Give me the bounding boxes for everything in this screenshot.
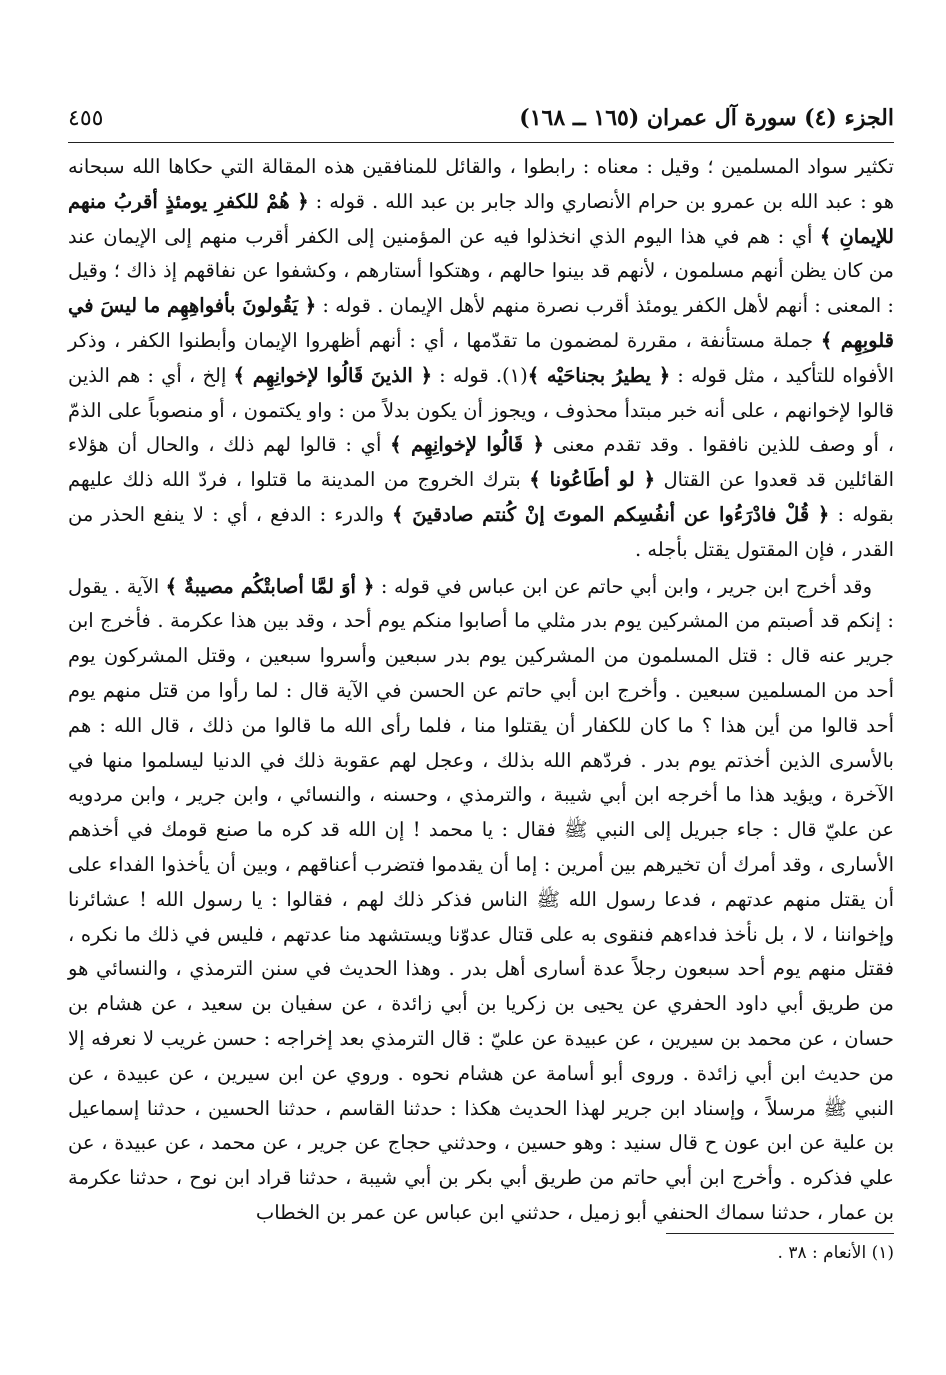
text-segment: بترك الخروج من المدينة ما قتلوا ، فردّ الله ذلك عليهم بقوله : xyxy=(68,468,894,526)
quran-verse: ﴿ يَقُولونَ بأفواهِهِم ما ليسَ في قلوبِهِم ﴾ xyxy=(68,294,894,352)
text-segment: الآية . يقول : إنكم قد أصبتم من المشركين يوم بدر مثلي ما أصابوا منكم يوم أحد ، وقد بين هذا عكرمة . فأخرج ابن جرير عنه قال : قتل المسلمون من المشركين يوم بدر سبعين وأسروا سبعين ، وقتل المشركون يوم أحد من المسلمين سبعين . وأخرج ابن أبي حاتم عن الحسن في الآية قال : لما رأوا من قتل منهم يوم أحد قالوا من أين هذا ؟ ما كان للكفار أن يقتلوا منا ، فلما رأى الله ما قالوا من ذلك ، قال الله : هم بالأسرى الذين أخذتم يوم بدر . فردّهم الله بذلك ، وعجل لهم عقوبة ذلك في الدنيا ليسلموا منها في الآخرة ، ويؤيد هذا ما أخرجه ابن أبي شيبة ، والترمذي ، وحسنه ، والنسائي ، وابن جرير ، وابن مردويه عن عليّ قال : جاء جبريل إلى النبي ﷺ فقال : يا محمد ! إن الله قد كره ما صنع قومك في أخذهم الأسارى ، وقد أمرك أن تخيرهم بين أمرين : إما أن يقدموا فتضرب أعناقهم ، وبين أن يأخذوا الفداء على أن يقتل منهم عدتهم ، فدعا رسول الله ﷺ الناس فذكر ذلك لهم ، فقالوا : يا رسول الله ! عشائرنا وإخواننا ، لا ، بل نأخذ فداءهم فنقوى به على قتال عدوّنا ويستشهد منا عدتهم ، فليس في ذلك ما نكره ، فقتل منهم يوم أحد سبعون رجلاً عدة أسارى أهل بدر . وهذا الحديث في سنن الترمذي ، والنسائي هو من طريق أبي داود الحفري عن يحيى بن زكريا بن أبي زائدة ، عن سفيان بن سعيد ، عن هشام بن حسان ، عن محمد بن سيرين ، عن عبيدة عن عليّ : قال الترمذي بعد إخراجه : حسن غريب لا نعرفه إلا من حديث ابن أبي زائدة . وروى أبو أسامة عن هشام نحوه . وروي عن ابن سيرين ، عن عبيدة ، عن النبي ﷺ مرسلاً ، وإسناد ابن جرير لهذا الحديث هكذا : حدثنا القاسم ، حدثنا الحسين ، حدثنا إسماعيل بن علية عن ابن عون ح قال سنيد : وهو حسين ، وحدثني حجاج عن جرير ، عن محمد ، عن عبيدة ، عن علي فذكره . وأخرج ابن أبي حاتم من طريق أبي بكر بن أبي شيبة ، حدثنا قراد ابن نوح ، حدثنا عكرمة بن عمار ، حدثنا سماك الحنفي أبو زميل ، حدثني ابن عباس عن عمر بن الخطاب xyxy=(68,574,895,1224)
text-segment: والدرء : الدفع ، أي : لا ينفع الحذر من القدر ، فإن المقتول يقتل بأجله . xyxy=(68,502,894,561)
text-segment: أي : قالوا لهم ذلك ، والحال أن هؤلاء القائلين قد قعدوا عن القتال xyxy=(68,433,894,492)
header-divider xyxy=(68,142,894,143)
quran-verse: ﴿ الذينَ قَالُوا لإخوانِهِم ﴾ xyxy=(233,363,432,387)
page-number: ٤٥٥ xyxy=(68,105,104,131)
text-segment: أي : هم في هذا اليوم الذي انخذلوا فيه عن المؤمنين إلى الكفر أقرب منهم إلى الإيمان عند من كان يظن أنهم مسلمون ، لأنهم قد بينوا حالهم ، وهتكوا أستارهم ، وكشفوا عن نفاقهم إذ ذاك ؛ وقيل : المعنى : أنهم لأهل الكفر يومئذ أقرب نصرة منهم لأهل الإيمان . قوله : xyxy=(68,224,894,318)
text-segment: جملة مستأنفة ، مقررة لمضمون ما تقدّمها ، أي : أنهم أظهروا الإيمان وأبطنوا الكفر ، وذكر الأفواه للتأكيد ، مثل قوله : xyxy=(68,328,894,387)
body-text xyxy=(68,150,894,1231)
paragraph xyxy=(68,570,894,1231)
footnote: (١) الأنعام : ٣٨ . xyxy=(777,1243,894,1263)
quran-verse: ﴿ يطيرُ بجناحَيْه ﴾ xyxy=(527,363,671,387)
quran-verse: ﴿ لو أطَاعُونا ﴾ xyxy=(529,468,656,492)
footnote-divider xyxy=(666,1233,894,1234)
text-segment: وقد أخرج ابن جرير ، وابن أبي حاتم عن ابن عباس في قوله : xyxy=(374,574,873,598)
quran-verse: ﴿ أوَ لمَّا أصابتْكُم مصيبةٌ ﴾ xyxy=(165,574,375,598)
page-header xyxy=(68,96,894,140)
quran-verse: ﴿ قُلْ فادْرَءُوا عن أنفُسِكم الموتَ إنْ كُنتم صادقينَ ﴾ xyxy=(392,502,830,526)
text-segment: (١). قوله : xyxy=(432,363,528,387)
paragraph xyxy=(68,150,894,568)
quran-verse: ﴿ هُمْ للكفرِ يومئذٍ أقربُ منهم للإيمانِ ﴾ xyxy=(68,189,894,248)
text-segment: إلخ ، أي : هم الذين قالوا لإخوانهم ، على أنه خبر مبتدأ محذوف ، ويجوز أن يكون بدلاً من : واو يكتمون ، أو منصوباً على الذمّ ، أو وصف للذين نافقوا . وقد تقدم معنى xyxy=(68,363,894,457)
running-header-title: الجزء (٤) سورة آل عمران (١٦٥ ــ ١٦٨) xyxy=(519,105,894,131)
text-segment: تكثير سواد المسلمين ؛ وقيل : معناه : رابطوا ، والقائل للمنافقين هذه المقالة التي حكاها الله سبحانه هو : عبد الله بن عمرو بن حرام الأنصاري والد جابر بن عبد الله . قوله : xyxy=(68,155,895,213)
quran-verse: ﴿ قَالُوا لإخوانِهِم ﴾ xyxy=(390,433,544,457)
